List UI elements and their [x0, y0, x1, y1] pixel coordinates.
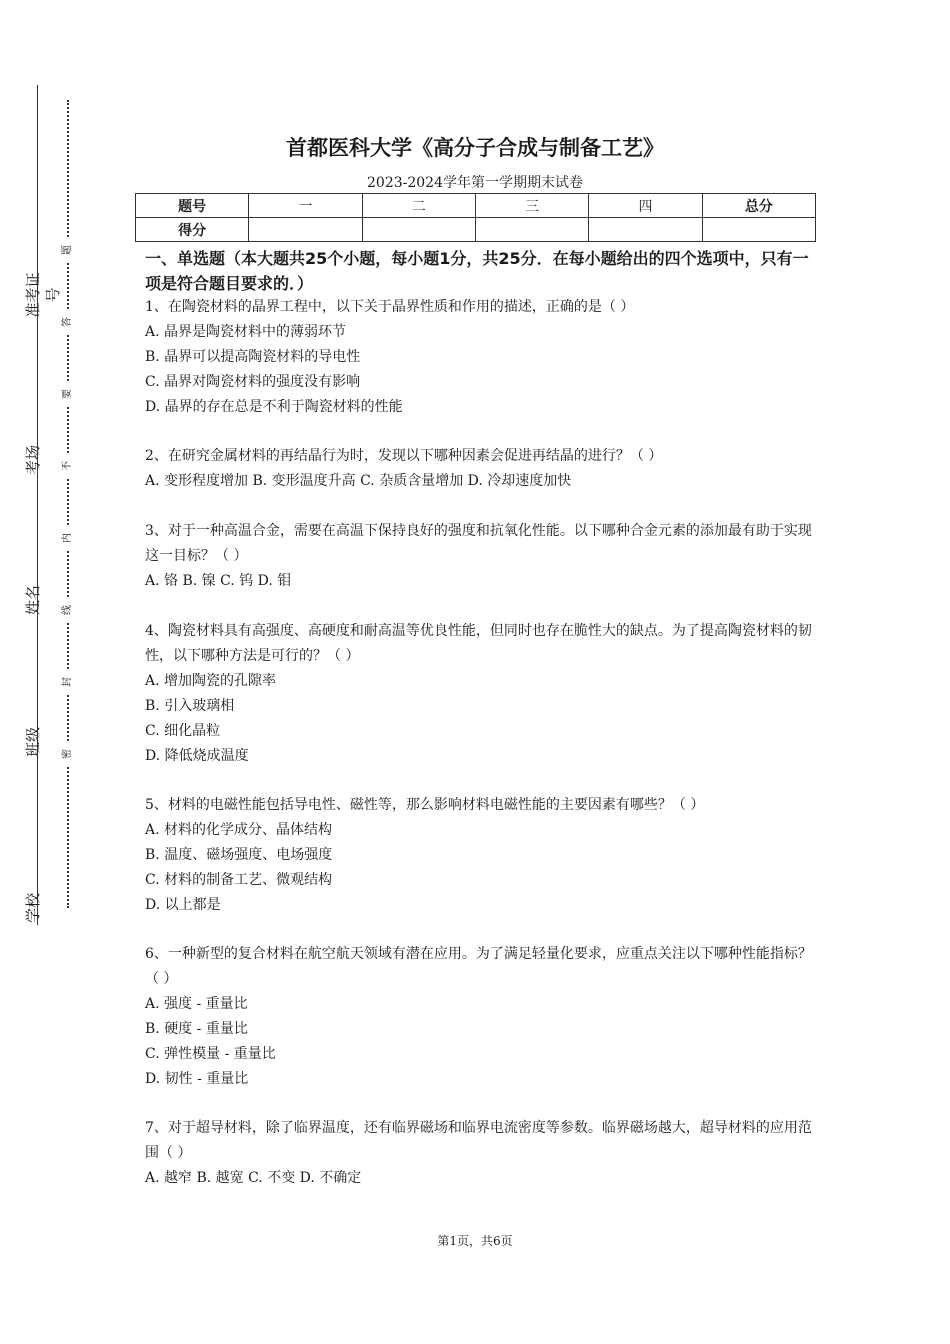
question-stem: 4、陶瓷材料具有高强度、高硬度和耐高温等优良性能，但同时也存在脆性大的缺点。为了提高陶瓷材料的韧性，以下哪种方法是可行的？（ ） — [145, 623, 812, 664]
question-stem: 1、在陶瓷材料的晶界工程中，以下关于晶界性质和作用的描述，正确的是（ ） — [145, 299, 635, 315]
score-header-cell: 题号 — [136, 194, 249, 218]
exam-subtitle: 2023-2024学年第一学期期末试卷 — [367, 175, 583, 191]
binding-label-class: 班级 — [24, 727, 42, 758]
option: D. 晶界的存在总是不利于陶瓷材料的性能 — [145, 399, 403, 415]
option: B. 引入玻璃相 — [145, 698, 235, 714]
score-cell[interactable] — [249, 218, 362, 242]
score-cell[interactable] — [589, 218, 702, 242]
seal-char: 不 — [61, 454, 75, 478]
binding-label-exam-id: 准考证号 — [24, 272, 62, 318]
score-header-cell: 一 — [249, 194, 362, 218]
option: B. 硬度 - 重量比 — [145, 1021, 248, 1037]
binding-dotted-line — [67, 100, 69, 908]
binding-solid-line — [37, 85, 38, 925]
question-stem: 6、一种新型的复合材料在航空航天领域有潜在应用。为了满足轻量化要求，应重点关注以下哪种性能指标？（ ） — [145, 946, 812, 987]
question-5 — [145, 793, 817, 918]
option: A. 增加陶瓷的孔隙率 — [145, 673, 277, 689]
seal-char: 答 — [61, 310, 75, 334]
score-header-cell: 四 — [589, 194, 702, 218]
score-header-cell: 总分 — [702, 194, 815, 218]
question-stem: 2、在研究金属材料的再结晶行为时，发现以下哪种因素会促进再结晶的进行？（ ） — [145, 448, 663, 464]
seal-char: 要 — [61, 382, 75, 406]
page-number: 第1页，共6页 — [437, 1234, 513, 1248]
question-stem: 5、材料的电磁性能包括导电性、磁性等，那么影响材料电磁性能的主要因素有哪些？（ ） — [145, 797, 705, 813]
question-6 — [145, 942, 817, 1092]
question-1 — [145, 295, 817, 420]
exam-title: 首都医科大学《高分子合成与制备工艺》 — [286, 136, 664, 160]
option: A. 强度 - 重量比 — [145, 996, 248, 1012]
binding-label-school: 学校 — [24, 893, 42, 924]
seal-char: 内 — [61, 526, 75, 550]
option: C. 晶界对陶瓷材料的强度没有影响 — [145, 374, 361, 390]
score-header-cell: 三 — [475, 194, 588, 218]
question-stem: 3、对于一种高温合金，需要在高温下保持良好的强度和抗氧化性能。以下哪种合金元素的添加最有助于实现这一目标？（ ） — [145, 523, 812, 564]
question-7 — [145, 1116, 817, 1191]
binding-label-exam-room: 考场 — [24, 445, 42, 476]
option: A. 材料的化学成分、晶体结构 — [145, 822, 333, 838]
question-3 — [145, 519, 817, 594]
options-inline: A. 越窄 B. 越宽 C. 不变 D. 不确定 — [145, 1170, 362, 1186]
option: C. 材料的制备工艺、微观结构 — [145, 872, 333, 888]
score-table-header-row — [136, 194, 816, 218]
option: D. 降低烧成温度 — [145, 748, 249, 764]
options-inline: A. 变形程度增加 B. 变形温度升高 C. 杂质含量增加 D. 冷却速度加快 — [145, 473, 572, 489]
binding-label-name: 姓名 — [24, 585, 42, 616]
question-2 — [145, 444, 817, 494]
option: B. 晶界可以提高陶瓷材料的导电性 — [145, 349, 361, 365]
question-stem: 7、对于超导材料，除了临界温度，还有临界磁场和临界电流密度等参数。临界磁场越大，超导材料的应用范围（ ） — [145, 1120, 812, 1161]
options-inline: A. 铬 B. 镍 C. 钨 D. 钼 — [145, 573, 292, 589]
score-cell[interactable] — [702, 218, 815, 242]
option: D. 以上都是 — [145, 897, 221, 913]
option: B. 温度、磁场强度、电场强度 — [145, 847, 333, 863]
section-heading: 一、单选题（本大题共25个小题，每小题1分，共25分．在每小题给出的四个选项中，只有一项是符合题目要求的．） — [145, 249, 809, 293]
score-header-cell: 二 — [362, 194, 475, 218]
seal-char: 题 — [61, 238, 75, 262]
option: A. 晶界是陶瓷材料中的薄弱环节 — [145, 324, 347, 340]
seal-char: 密 — [61, 742, 75, 766]
option: C. 弹性模量 - 重量比 — [145, 1046, 276, 1062]
option: D. 韧性 - 重量比 — [145, 1071, 249, 1087]
seal-char: 封 — [61, 670, 75, 694]
score-table-score-row — [136, 218, 816, 242]
score-cell[interactable] — [475, 218, 588, 242]
question-4 — [145, 619, 817, 769]
score-row-label: 得分 — [136, 218, 249, 242]
score-cell[interactable] — [362, 218, 475, 242]
seal-char: 线 — [61, 598, 75, 622]
option: C. 细化晶粒 — [145, 723, 221, 739]
score-table — [135, 193, 816, 242]
